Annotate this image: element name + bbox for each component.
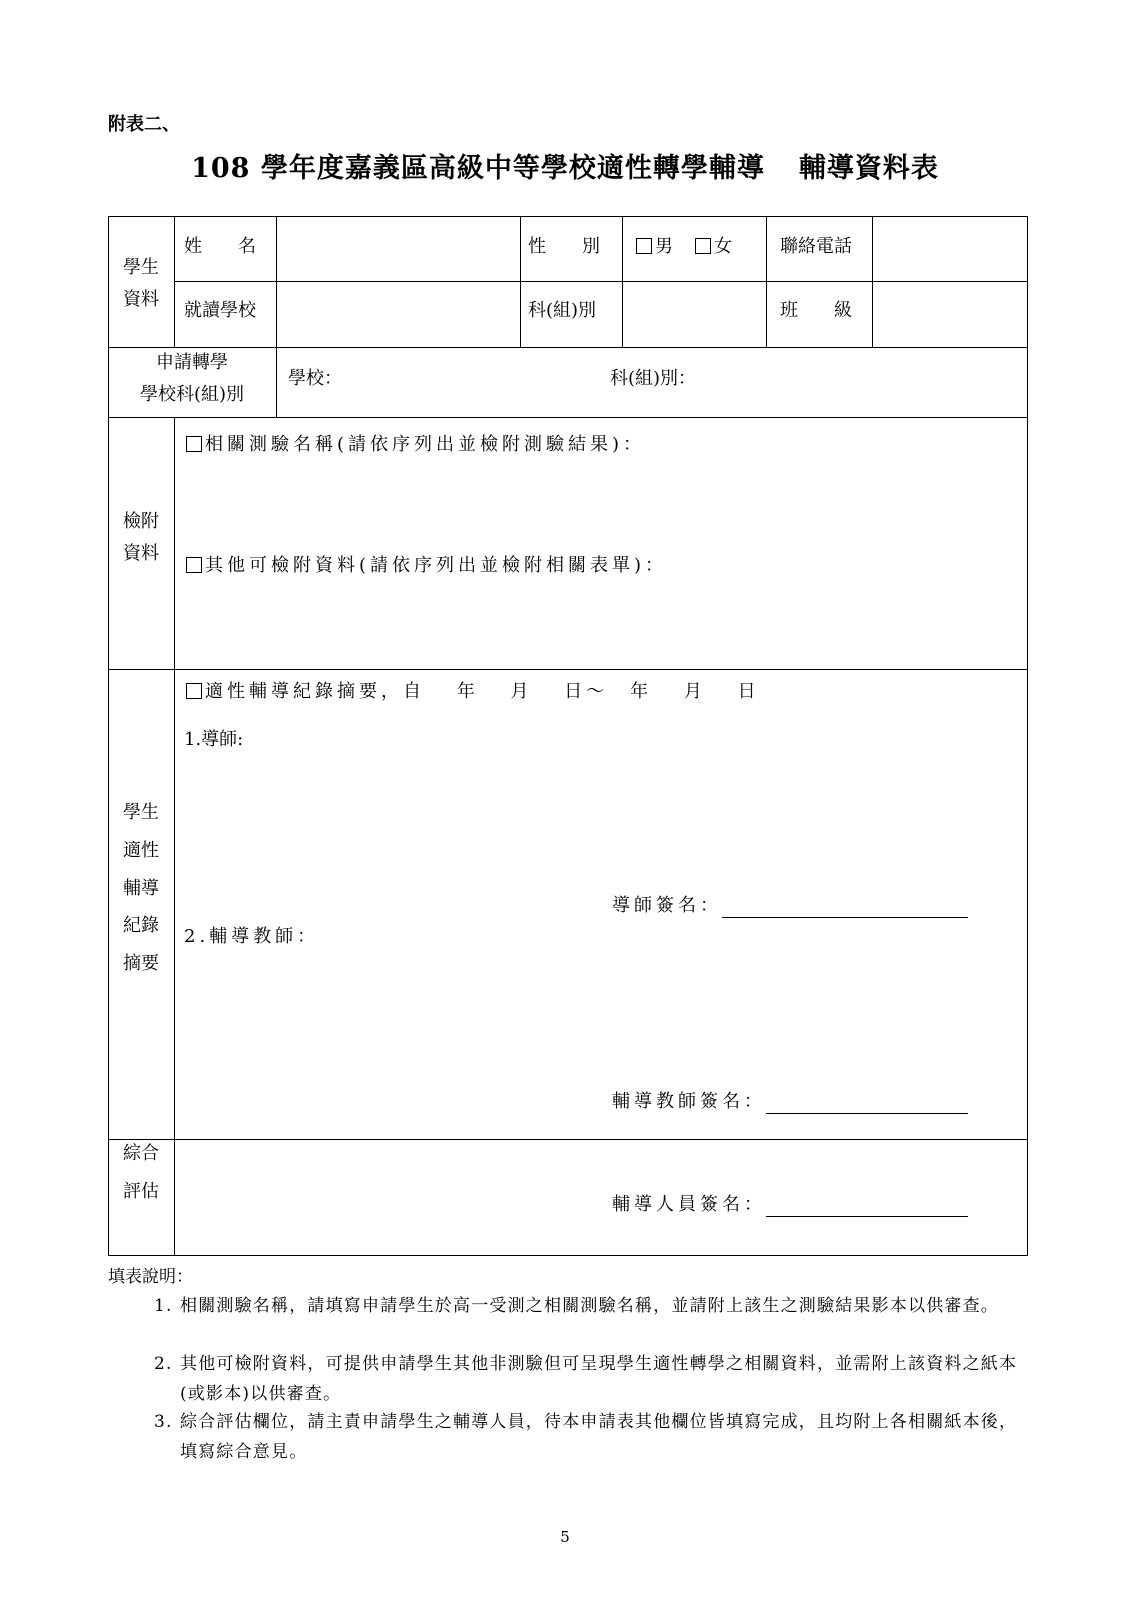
class-label: 班 級 (780, 300, 852, 321)
other-item-text: 其他可檢附資料(請依序列出並檢附相關表單)： (205, 555, 668, 576)
name-label: 姓 名 (184, 236, 256, 257)
counseling-label: 學生 適性 輔導 紀錄 摘要 (123, 802, 159, 975)
summary-item (186, 683, 760, 701)
instructions-title: 填表說明： (108, 1267, 193, 1287)
mentor-label: 1.導師: (184, 729, 244, 750)
attachments-label: 檢附 資料 (123, 511, 159, 564)
male-checkbox[interactable] (636, 238, 652, 254)
form-table (108, 216, 1028, 1256)
gender-label: 性 別 (528, 236, 600, 257)
mentor-sign-line[interactable] (722, 917, 968, 918)
counselor-sign-label: 輔導教師簽名： (612, 1091, 766, 1112)
test-item (186, 436, 645, 454)
gender-options (636, 238, 732, 256)
female-label: 女 (714, 236, 732, 257)
phone-label: 聯絡電話 (780, 236, 852, 257)
current-school-label: 就讀學校 (184, 300, 256, 321)
other-checkbox[interactable] (186, 557, 202, 573)
summary-item-text: 適性輔導紀錄摘要，自 年 月 日～ 年 月 日 (205, 681, 760, 702)
instruction-item: 3. 綜合評估欄位，請主責申請學生之輔導人員，待本申請表其他欄位皆填寫完成，且均附上各相關紙本後，填寫綜合意見。 (154, 1412, 1018, 1462)
page-number: 5 (560, 1528, 570, 1546)
transfer-label-line2: 學校科(組)別 (139, 384, 245, 405)
counselor-label: 2.輔導教師： (184, 926, 320, 947)
other-item (186, 557, 667, 575)
title-part2: 輔導資料表 (798, 153, 939, 184)
male-label: 男 (655, 236, 673, 257)
evaluation-label: 綜合 評估 (123, 1143, 159, 1202)
transfer-dept-label: 科(組)別： (610, 368, 697, 389)
staff-sign-label: 輔導人員簽名： (612, 1194, 766, 1215)
staff-sign-line[interactable] (766, 1216, 968, 1217)
student-info-label: 學生 資料 (123, 257, 159, 310)
title-part1: 108 學年度嘉義區高級中等學校適性轉學輔導 (191, 153, 765, 184)
counselor-sign-line[interactable] (766, 1113, 968, 1114)
annex-label: 附表二、 (108, 114, 180, 135)
dept-label: 科(組)別 (528, 300, 597, 321)
transfer-school-label: 學校： (288, 368, 342, 389)
page-title (0, 146, 1130, 185)
transfer-label-line1: 申請轉學 (156, 352, 228, 373)
female-checkbox[interactable] (695, 238, 711, 254)
test-item-text: 相關測驗名稱(請依序列出並檢附測驗結果)： (205, 434, 646, 455)
summary-checkbox[interactable] (186, 683, 202, 699)
test-checkbox[interactable] (186, 436, 202, 452)
instruction-item: 1. 相關測驗名稱，請填寫申請學生於高一受測之相關測驗名稱，並請附上該生之測驗結果影本以供審查。 (154, 1296, 999, 1316)
instruction-item: 2. 其他可檢附資料，可提供申請學生其他非測驗但可呈現學生適性轉學之相關資料，並需附上該資料之紙本(或影本)以供審查。 (154, 1354, 1018, 1404)
mentor-sign-label: 導師簽名： (612, 895, 722, 916)
